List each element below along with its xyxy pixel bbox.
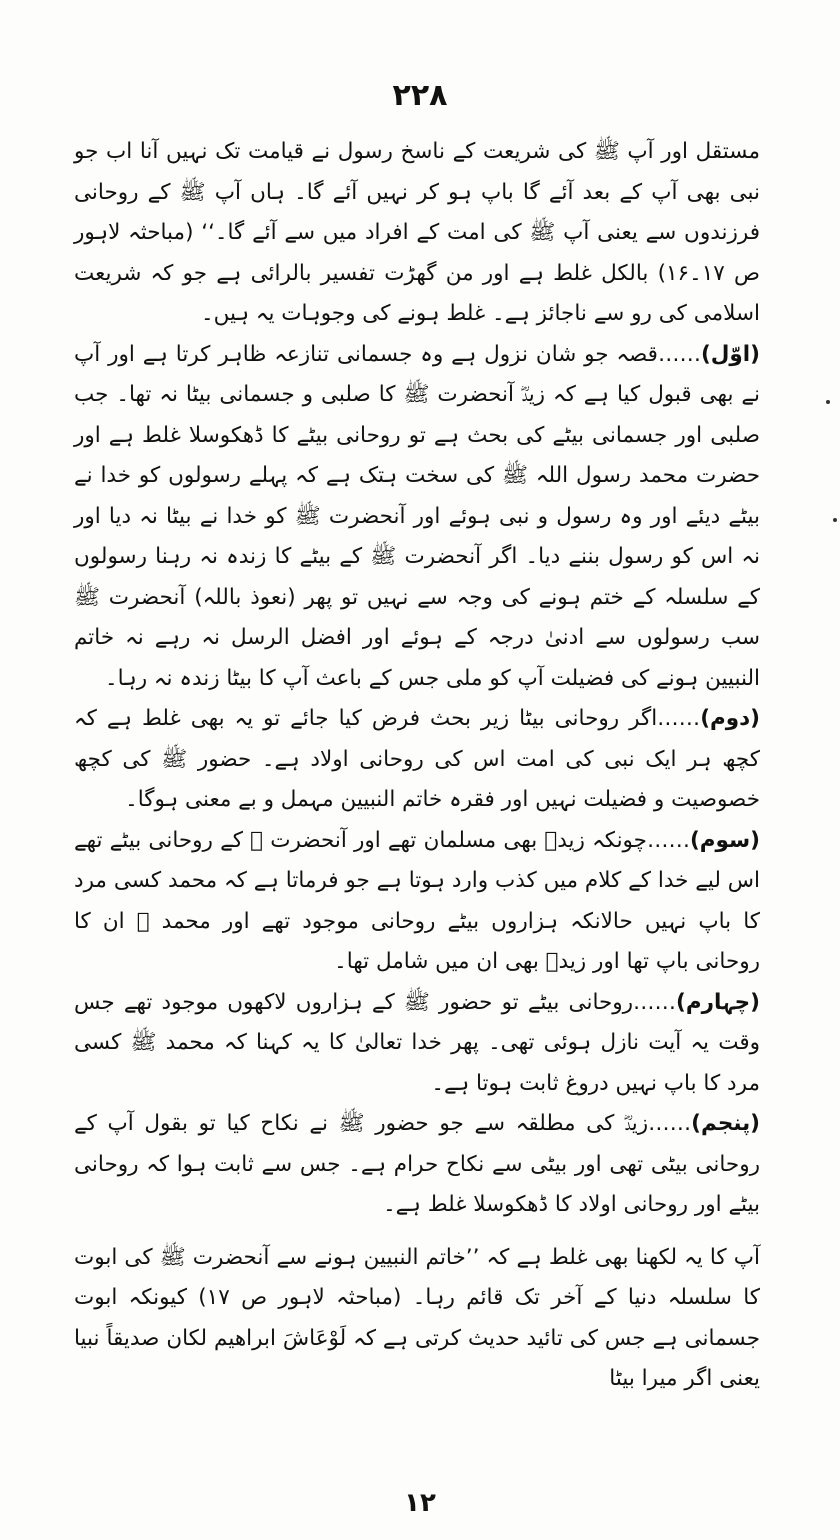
margin-dot <box>833 518 837 522</box>
point-label: (پنجم) <box>691 1111 760 1136</box>
point-text: ……چونکہ زیدؓ بھی مسلمان تھے اور آنحضرت ﷺ کے روحانی بیٹے تھے اس لیے خدا کے کلام میں کذب وارد ہوتا ہے جو فرماتا ہے کہ محمد کسی مرد کا باپ نہیں حالانکہ ہزاروں بیٹے روحانی موجود تھے اور محمد ﷺ ان کا روحانی باپ تھا اور زیدؓ بھی ان میں شامل تھا۔ <box>74 827 760 974</box>
margin-dot <box>826 400 830 404</box>
page-body <box>74 132 760 1400</box>
point-paragraph-third <box>74 821 760 983</box>
point-text: ……روحانی بیٹے تو حضور ﷺ کے ہزاروں لاکھوں موجود تھے جس وقت یہ آیت نازل ہوئی تھی۔ پھر خدا تعالیٰ کا یہ کہنا کہ محمد ﷺ کسی مرد کا باپ نہیں دروغ ثابت ہوتا ہے۔ <box>74 989 760 1096</box>
point-label: (دوم) <box>700 706 760 731</box>
point-text: ……قصہ جو شان نزول ہے وہ جسمانی تنازعہ ظاہر کرتا ہے اور آپ نے بھی قبول کیا ہے کہ زیدؓ آنحضرت ﷺ کا صلبی و جسمانی بیٹا نہ تھا۔ جب صلبی اور جسمانی بیٹے کی بحث ہے تو روحانی بیٹے کا ڈھکوسلا غلط ہے اور حضرت محمد رسول اللہ ﷺ کی سخت ہتک ہے کہ پہلے رسولوں کو خدا نے بیٹے دیئے اور وہ رسول و نبی ہوئے اور آنحضرت ﷺ کو خدا نے بیٹا نہ دیا اور نہ اس کو رسول بننے دیا۔ اگر آنحضرت ﷺ کے بیٹے کا زندہ نہ رہنا رسولوں کے سلسلہ کے ختم ہونے کی وجہ سے نہیں تو پھر (نعوذ باللہ) آنحضرت ﷺ سب رسولوں سے ادنیٰ درجہ کے ہوئے اور افضل الرسل نہ رہے نہ خاتم النبیین ہونے کی فضیلت آپ کو ملی جس کے باعث آپ کا بیٹا زندہ نہ رہا۔ <box>74 341 760 691</box>
page-number-header: ۲۲۸ <box>392 78 448 113</box>
point-text: ……اگر روحانی بیٹا زیر بحث فرض کیا جائے تو یہ بھی غلط ہے کہ کچھ ہر ایک نبی کی امت اس کی روحانی اولاد ہے۔ حضور ﷺ کی کچھ خصوصیت و فضیلت نہیں اور فقرہ خاتم النبیین مہمل و بے معنی ہوگا۔ <box>74 706 760 812</box>
point-paragraph-fourth <box>74 983 760 1105</box>
point-label: (اوّل) <box>700 341 760 367</box>
point-label: (چہارم) <box>676 989 760 1015</box>
intro-paragraph: مستقل اور آپ ﷺ کی شریعت کے ناسخ رسول نے قیامت تک نہیں آنا اب جو نبی بھی آپ کے بعد آئے گا باپ ہو کر نہیں آئے گا۔ ہاں آپ ﷺ کے روحانی فرزندوں سے یعنی آپ ﷺ کی امت کے افراد میں سے آئے گا۔‘‘ (مباحثہ لاہور ص ۱۷۔۱۶) بالکل غلط ہے اور من گھڑت تفسیر بالرائی ہے جو کہ شریعت اسلامی کی رو سے ناجائز ہے۔ غلط ہونے کی وجوہات یہ ہیں۔ <box>74 139 760 326</box>
page-number-footer: ۱۲ <box>404 1488 436 1518</box>
point-label: (سوم) <box>689 827 760 853</box>
point-text: ……زیدؓ کی مطلقہ سے جو حضور ﷺ نے نکاح کیا تو بقول آپ کے روحانی بیٹی تھی اور بیٹی سے نکاح حرام ہے۔ جس سے ثابت ہوا کہ روحانی بیٹے اور روحانی اولاد کا ڈھکوسلا غلط ہے۔ <box>74 1111 760 1217</box>
closing-paragraph: آپ کا یہ لکھنا بھی غلط ہے کہ ’’خاتم النبیین ہونے سے آنحضرت ﷺ کی ابوت کا سلسلہ دنیا کے آخر تک قائم رہا۔ (مباحثہ لاہور ص ۱۷) کیونکہ ابوت جسمانی ہے جس کی تائید حدیث کرتی ہے کہ لَوْعَاشَ ابراھیم لکان صدیقاً نبیا یعنی اگر میرا بیٹا <box>74 1244 760 1391</box>
point-paragraph-fifth <box>74 1104 760 1226</box>
point-paragraph-first <box>74 335 760 700</box>
point-paragraph-second <box>74 699 760 821</box>
